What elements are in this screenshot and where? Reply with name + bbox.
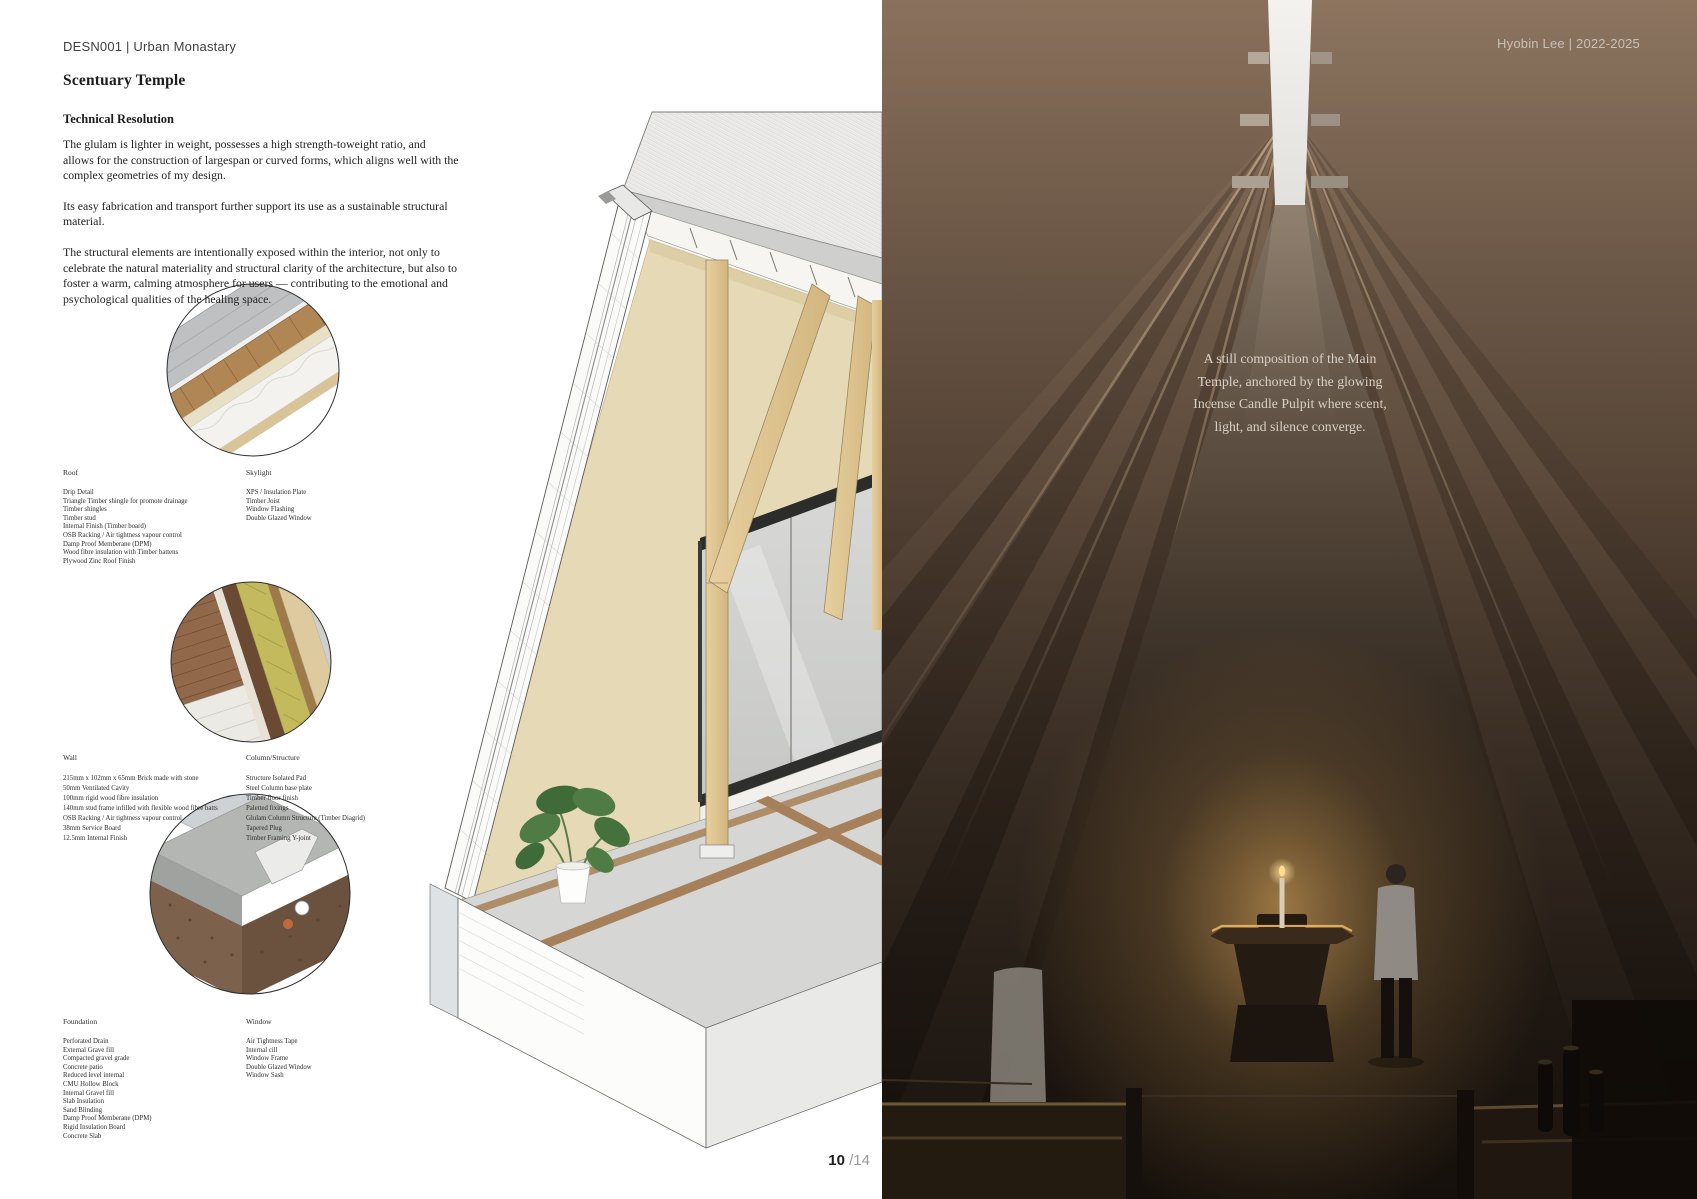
paragraph: The structural elements are intentionally exposed within the interior, not only to celebrate the natural materiality and structural clarity of the architecture, but also to foster a warm, calming atmosphere for users — contributing to the emotional and psychological qualities of the healing space. bbox=[63, 244, 458, 306]
body-text-column bbox=[63, 112, 459, 322]
detail-group-label: Skylight bbox=[246, 468, 272, 477]
detail-group-label: Wall bbox=[63, 753, 77, 762]
photo-caption bbox=[1140, 348, 1440, 438]
detail-group-wall bbox=[63, 753, 243, 844]
list-item: Double Glazed Window bbox=[246, 1063, 312, 1071]
axon-main-drawing bbox=[430, 112, 882, 1148]
list-item: Window Frame bbox=[246, 1055, 289, 1063]
list-item: Concrete Slab bbox=[63, 1132, 102, 1140]
detail-group-column-structure bbox=[246, 753, 426, 844]
detail-list bbox=[246, 489, 426, 523]
seated-figure bbox=[990, 949, 1046, 1105]
list-item: Timber shingles bbox=[63, 506, 107, 514]
detail-group-label: Window bbox=[246, 1017, 272, 1026]
detail-group-foundation bbox=[63, 1017, 243, 1141]
list-item: Internal Finish (Timber board) bbox=[63, 523, 146, 531]
list-item: Paletted fixings bbox=[246, 805, 289, 812]
list-item: Timber stud bbox=[63, 514, 96, 522]
author-header: Hyobin Lee | 2022-2025 bbox=[1497, 36, 1640, 51]
list-item: Air Tightness Tape bbox=[246, 1038, 298, 1045]
list-item: Timber Joist bbox=[246, 497, 280, 505]
detail-group-window bbox=[246, 1017, 426, 1081]
list-item: 100mm rigid wood fibre insulation bbox=[63, 795, 159, 802]
detail-group-skylight bbox=[246, 468, 426, 523]
page-number-current: 10 bbox=[828, 1152, 845, 1169]
temple-render-photo bbox=[882, 0, 1697, 1199]
list-item: 38mm Service Board bbox=[63, 825, 121, 832]
paragraph: The glulam is lighter in weight, possesses a high strength-toweight ratio, and allows for the construction of largespan or curved forms, which aligns well with the complex geometries of my design. bbox=[63, 137, 459, 183]
list-item: light, and silence converge. bbox=[1214, 418, 1366, 434]
list-item: Damp Proof Memberane (DPM) bbox=[63, 540, 152, 548]
list-item: Window Flashing bbox=[246, 506, 295, 514]
detail-list bbox=[246, 1038, 426, 1081]
list-item: Steel Column base plate bbox=[246, 785, 312, 792]
section-heading: Technical Resolution bbox=[63, 112, 175, 126]
list-item: 215mm x 102mm x 65mm Brick made with stone bbox=[63, 775, 199, 782]
detail-circle-wall bbox=[127, 544, 380, 783]
list-item: XPS / Insulation Plate bbox=[246, 489, 307, 496]
list-item: Temple, anchored by the glowing bbox=[1197, 373, 1383, 389]
list-item: Timber Framing Y-joint bbox=[246, 835, 311, 842]
list-item: Concrete patio bbox=[63, 1063, 103, 1071]
list-item: CMU Hollow Block bbox=[63, 1080, 119, 1088]
list-item: Structure Isolated Pad bbox=[246, 775, 307, 782]
list-item: 12.5mm Internal Finish bbox=[63, 835, 127, 842]
list-item: OSB Racking / Air tightness vapour control bbox=[63, 531, 182, 539]
list-item: Drip Detail bbox=[63, 489, 94, 496]
list-item: Plywood Zinc Roof Finish bbox=[63, 557, 136, 565]
list-item: Sand Blinding bbox=[63, 1106, 103, 1114]
detail-group-roof bbox=[63, 468, 243, 566]
detail-list bbox=[63, 774, 243, 844]
detail-group-label: Roof bbox=[63, 468, 78, 477]
list-item: Perforated Drain bbox=[63, 1038, 109, 1045]
list-item: Slab Insulation bbox=[63, 1098, 104, 1106]
list-item: Window Sash bbox=[246, 1072, 284, 1080]
page-number bbox=[760, 1152, 870, 1169]
list-item: Glulam Column Structure (Timber Diagrid) bbox=[246, 815, 366, 822]
paragraph: Its easy fabrication and transport further support its use as a sustainable structural material. bbox=[63, 198, 448, 229]
list-item: Incense Candle Pulpit where scent, bbox=[1193, 396, 1387, 411]
detail-list bbox=[63, 489, 243, 566]
list-item: Rigid Insulation Board bbox=[63, 1123, 126, 1131]
detail-group-label: Column/Structure bbox=[246, 753, 300, 762]
list-item: Double Glazed Window bbox=[246, 514, 312, 522]
list-item: Damp Proof Memberane (DPM) bbox=[63, 1115, 152, 1123]
page-number-total: /14 bbox=[849, 1152, 870, 1169]
list-item: Tapered Plug bbox=[246, 825, 282, 832]
temple-render-svg bbox=[882, 0, 1697, 1199]
list-item: OSB Racking / Air tightness vapour control bbox=[63, 815, 182, 822]
list-item: A still composition of the Main bbox=[1203, 351, 1377, 366]
detail-list bbox=[246, 774, 426, 844]
list-item: Compacted gravel grade bbox=[63, 1055, 130, 1063]
list-item: 140mm stud frame infilled with flexible wood fibre batts bbox=[63, 805, 218, 812]
detail-list bbox=[63, 1038, 243, 1141]
list-item: Timber floor finish bbox=[246, 795, 298, 802]
list-item: External Grave fill bbox=[63, 1046, 114, 1054]
list-item: Reduced level internal bbox=[63, 1072, 125, 1080]
list-item: Internal cill bbox=[246, 1046, 278, 1054]
page-title: Scentuary Temple bbox=[63, 72, 186, 89]
detail-group-label: Foundation bbox=[63, 1017, 98, 1026]
list-item: Triangle Timber shingle for promote drainage bbox=[63, 497, 188, 505]
list-item: Wood fibre insulation with Timber battens bbox=[63, 549, 179, 557]
course-header: DESN001 | Urban Monastary bbox=[63, 39, 237, 54]
list-item: 50mm Ventilated Cavity bbox=[63, 785, 130, 792]
list-item: Internal Gravel fill bbox=[63, 1089, 114, 1097]
